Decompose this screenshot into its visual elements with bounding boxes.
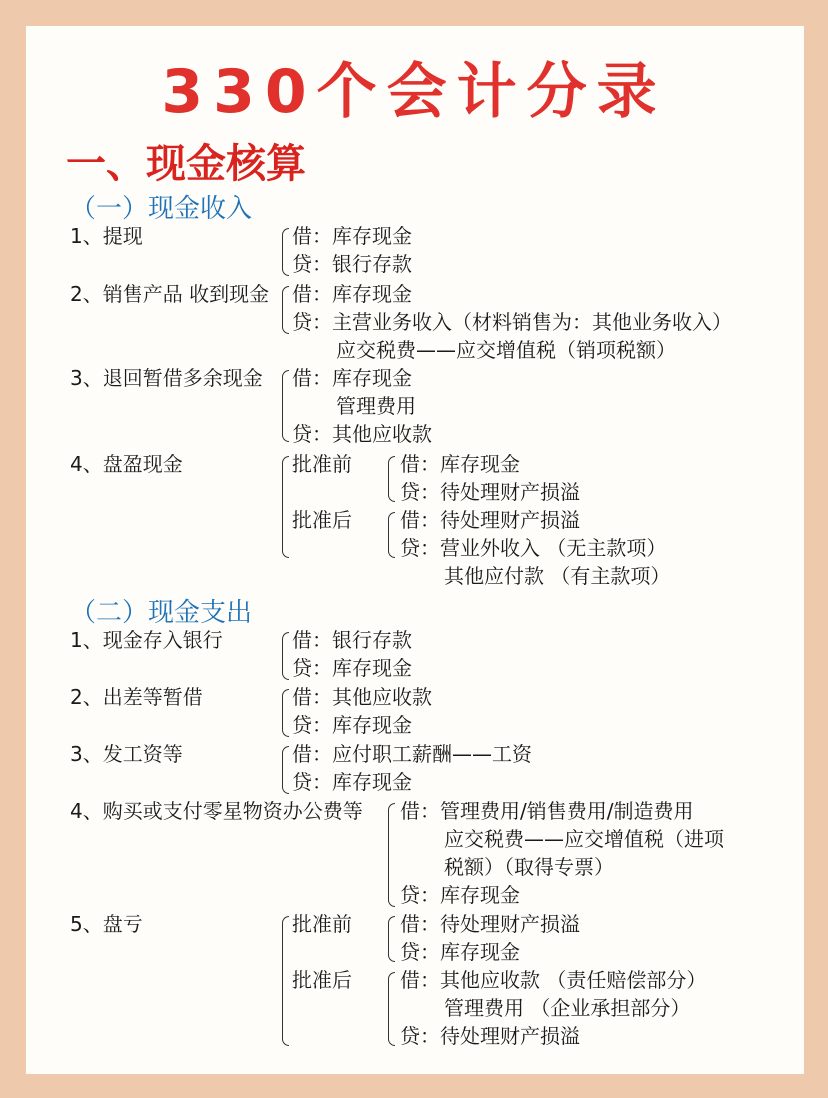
entry-line: 借：库存现金: [400, 452, 520, 476]
entry-line: 管理费用 （企业承担部分）: [444, 996, 691, 1020]
brace: [282, 689, 289, 737]
entry-line: 管理费用: [336, 394, 416, 418]
entry-line: 借：库存现金: [292, 282, 412, 306]
brace: [388, 916, 395, 962]
entry-line: 贷：库存现金: [292, 656, 412, 680]
entry-label: 3、发工资等: [70, 742, 183, 766]
approval-before-label: 批准前: [292, 912, 352, 936]
approval-after-label: 批准后: [292, 968, 352, 992]
entry-line: 借：待处理财产损溢: [400, 912, 580, 936]
brace: [388, 456, 395, 502]
entry-line: 贷：库存现金: [292, 770, 412, 794]
brace: [282, 228, 289, 276]
entry-line: 借：应付职工薪酬——工资: [292, 742, 532, 766]
entry-line: 贷：营业外收入 （无主款项）: [400, 536, 667, 560]
approval-before-label: 批准前: [292, 452, 352, 476]
brace: [282, 456, 289, 558]
entry-line: 借：银行存款: [292, 628, 412, 652]
entry-label: 1、提现: [70, 224, 143, 248]
section-heading-cash-accounting: 一、现金核算: [66, 141, 306, 187]
entry-line: 贷：其他应收款: [292, 422, 432, 446]
entry-label: 1、现金存入银行: [70, 628, 223, 652]
entry-line: 应交税费——应交增值税（销项税额）: [336, 338, 676, 362]
brace: [388, 512, 395, 558]
entry-line: 借：待处理财产损溢: [400, 508, 580, 532]
subsection-heading-cash-income: （一）现金收入: [70, 194, 253, 224]
page-title: 330个会计分录: [161, 57, 667, 127]
brace: [282, 370, 289, 442]
entry-line: 贷：主营业务收入（材料销售为：其他业务收入）: [292, 310, 732, 334]
entry-line: 应交税费——应交增值税（进项: [444, 827, 724, 851]
entry-line: 借：库存现金: [292, 366, 412, 390]
entry-label: 3、退回暂借多余现金: [70, 366, 263, 390]
entry-line: 贷：银行存款: [292, 252, 412, 276]
entry-label: 2、销售产品 收到现金: [70, 282, 270, 306]
brace: [282, 746, 289, 794]
entry-line: 借：库存现金: [292, 224, 412, 248]
entry-line: 借：其他应收款: [292, 685, 432, 709]
entry-line: 贷：库存现金: [400, 883, 520, 907]
entry-label: 4、盘盈现金: [70, 452, 183, 476]
entry-line: 贷：待处理财产损溢: [400, 1024, 580, 1048]
entry-line: 借：管理费用/销售费用/制造费用: [400, 799, 694, 823]
entry-label: 5、盘亏: [70, 912, 143, 936]
entry-label: 2、出差等暂借: [70, 685, 203, 709]
entry-line: 借：其他应收款 （责任赔偿部分）: [400, 968, 707, 992]
entry-line: 其他应付款 （有主款项）: [444, 564, 671, 588]
subsection-heading-cash-expense: （二）现金支出: [70, 598, 253, 628]
entry-line: 贷：库存现金: [400, 940, 520, 964]
brace: [282, 916, 289, 1046]
entry-label: 4、购买或支付零星物资办公费等: [70, 799, 363, 823]
entry-line: 税额）（取得专票）: [444, 855, 614, 879]
entry-line: 贷：待处理财产损溢: [400, 480, 580, 504]
brace: [388, 972, 395, 1046]
approval-after-label: 批准后: [292, 508, 352, 532]
brace: [388, 803, 395, 907]
brace: [282, 286, 289, 334]
brace: [282, 632, 289, 680]
entry-line: 贷：库存现金: [292, 713, 412, 737]
